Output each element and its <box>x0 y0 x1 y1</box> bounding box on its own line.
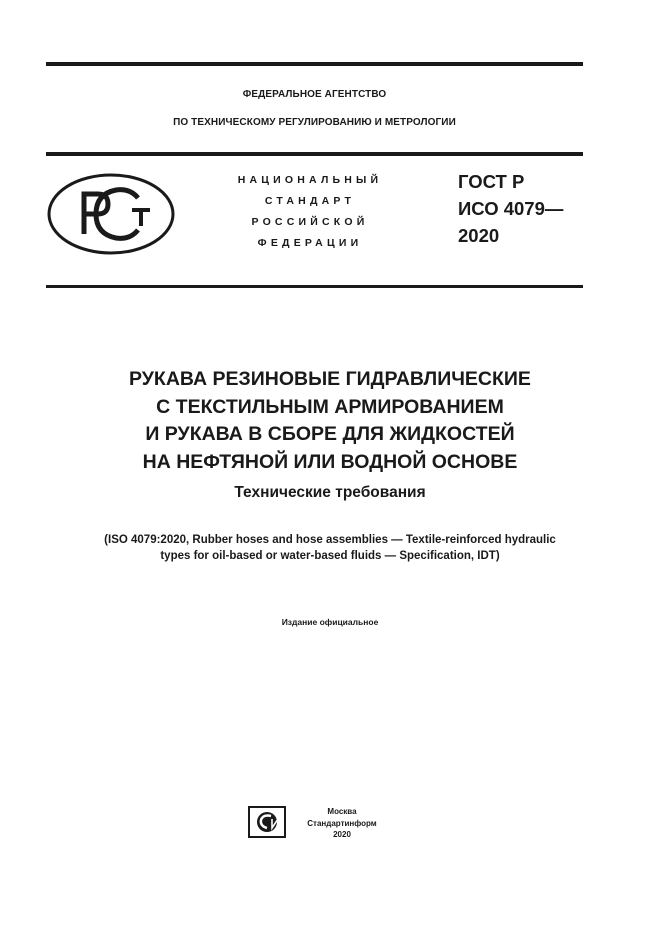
title-line: И РУКАВА В СБОРЕ ДЛЯ ЖИДКОСТЕЙ <box>145 423 515 445</box>
designation-line-2: ИСО 4079— <box>458 198 564 219</box>
intl-line-2: types for oil-based or water-based fluids — Specification, IDT) <box>160 550 500 562</box>
agency-line-2: ПО ТЕХНИЧЕСКОМУ РЕГУЛИРОВАНИЮ И МЕТРОЛОГИИ <box>173 117 456 128</box>
publisher-year: 2020 <box>333 830 351 839</box>
top-rule <box>46 62 583 66</box>
rst-gost-emblem-icon <box>46 172 176 256</box>
standard-type-line: НАЦИОНАЛЬНЫЙ <box>237 174 383 186</box>
intl-line-1: (ISO 4079:2020, Rubber hoses and hose assemblies — Textile-reinforced hydraulic <box>104 534 556 546</box>
publisher-city: Москва <box>327 807 357 816</box>
standard-type-line: СТАНДАРТ <box>264 195 356 207</box>
standard-designation <box>458 168 563 249</box>
document-subtitle: Технические требования <box>234 484 426 501</box>
header-rule <box>46 152 583 156</box>
standard-type-line: ФЕДЕРАЦИИ <box>257 237 363 249</box>
standard-type <box>205 170 415 254</box>
title-line: РУКАВА РЕЗИНОВЫЕ ГИДРАВЛИЧЕСКИЕ <box>129 368 531 390</box>
designation-line-3: 2020 <box>458 225 500 246</box>
standard-type-line: РОССИЙСКОЙ <box>251 216 369 228</box>
document-title <box>30 366 630 476</box>
edition-note: Издание официальное <box>281 617 379 627</box>
publisher-name: Стандартинформ <box>307 818 377 828</box>
title-line: С ТЕКСТИЛЬНЫМ АРМИРОВАНИЕМ <box>156 395 504 418</box>
title-line: НА НЕФТЯНОЙ ИЛИ ВОДНОЙ ОСНОВЕ <box>142 450 518 473</box>
lower-rule <box>46 285 583 288</box>
standartinform-logo-icon <box>248 806 286 838</box>
publisher-info <box>302 806 382 841</box>
agency-line-1: ФЕДЕРАЛЬНОЕ АГЕНТСТВО <box>242 89 387 100</box>
designation-line-1: ГОСТ Р <box>458 171 525 192</box>
international-reference <box>30 532 630 564</box>
